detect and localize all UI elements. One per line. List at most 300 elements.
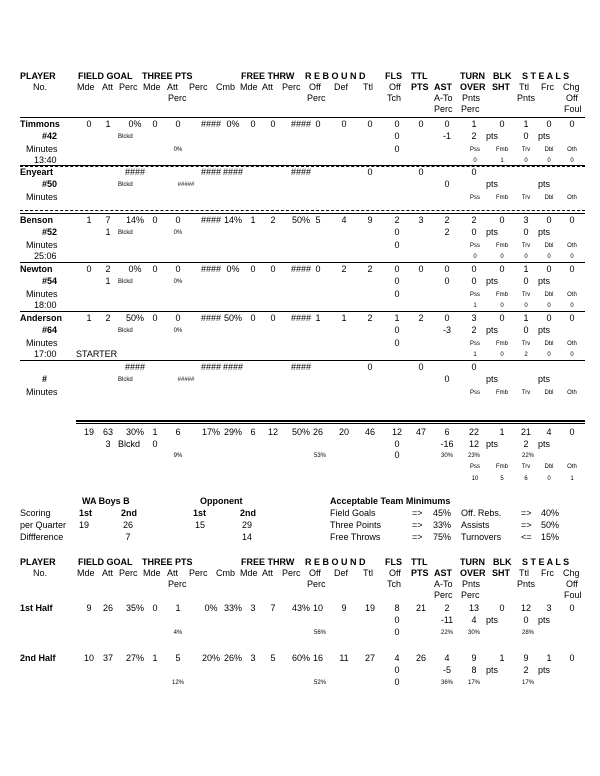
column-group-header: FREE THRW: [241, 71, 295, 81]
stat-value: 1: [546, 653, 552, 663]
stat-value: 3: [105, 439, 111, 449]
stat-value: 17%: [467, 680, 480, 686]
stat-value: 50%: [125, 313, 144, 323]
column-header: Perc: [189, 568, 208, 578]
stat-value: 9: [341, 603, 347, 613]
stat-value: 50%: [291, 215, 310, 225]
stat-value: 0: [499, 215, 505, 225]
stat-value: 2: [418, 313, 424, 323]
column-subheader: Perc: [461, 104, 480, 114]
stat-value: 0%: [173, 279, 183, 285]
stat-value: 0: [394, 289, 400, 299]
player-name: Anderson: [20, 313, 63, 323]
stat-value: 0: [444, 264, 450, 274]
stat-label: pts: [538, 325, 551, 335]
column-group-header: FIELD GOAL: [78, 71, 133, 81]
stat-value: 8: [471, 665, 477, 675]
stat-value: 0: [444, 119, 450, 129]
steal-type-label: Pss: [469, 243, 480, 249]
stat-value: 3: [250, 603, 256, 613]
column-header: Att: [167, 82, 179, 92]
steal-type-label: Dbl: [544, 147, 554, 153]
stat-value: 27: [364, 653, 375, 663]
column-header: Off: [389, 568, 401, 578]
stat-value: 0: [523, 615, 529, 625]
column-subheader: Off: [566, 93, 578, 103]
stat-value: ####: [124, 167, 146, 177]
scoring-label: per Quarter: [20, 520, 67, 530]
stat-label: pts: [486, 131, 499, 141]
stat-value: 0: [315, 119, 321, 129]
stat-value: 0: [471, 227, 477, 237]
stat-value: 2: [471, 215, 477, 225]
stat-value: 0%: [173, 230, 183, 236]
stat-value: 0: [394, 119, 400, 129]
stat-value: 2: [105, 264, 111, 274]
stat-value: 0: [394, 439, 400, 449]
minimum-label: Turnovers: [461, 532, 502, 542]
stat-value: 4: [444, 653, 450, 663]
stat-value: ####: [222, 362, 244, 372]
stat-value: 14%: [125, 215, 144, 225]
stat-value: 12: [520, 603, 531, 613]
column-header: SHT: [492, 82, 510, 92]
stat-value: 6: [175, 427, 181, 437]
stat-value: 2: [444, 227, 450, 237]
stat-value: 0: [394, 240, 400, 250]
column-subheader: Perc: [307, 93, 326, 103]
stat-value: 0: [546, 264, 552, 274]
row-top-line: [20, 117, 585, 118]
column-group-header: THREE PTS: [142, 71, 193, 81]
stat-value: 0: [152, 439, 158, 449]
stat-value: 33%: [223, 603, 242, 613]
stat-value: 0: [546, 215, 552, 225]
minimum-label: Assists: [461, 520, 490, 530]
column-group-header: S T E A L S: [522, 557, 570, 567]
column-subheader: A-To: [434, 93, 453, 103]
column-header: Frc: [541, 82, 554, 92]
half-label: 2nd Half: [20, 653, 56, 663]
stat-value: 46: [364, 427, 375, 437]
steal-type-label: Trv: [521, 195, 531, 201]
steal-type-value: 0: [570, 158, 574, 164]
column-subheader: Pnts: [517, 579, 536, 589]
stat-label: pts: [538, 615, 551, 625]
stat-label: Blckd: [118, 439, 141, 449]
stat-value: 37: [102, 653, 113, 663]
stat-value: 0: [569, 119, 575, 129]
score-difference: 14: [241, 532, 252, 542]
steal-type-label: Pss: [469, 195, 480, 201]
minimum-value: 15%: [541, 532, 560, 542]
stat-value: 30%: [440, 453, 453, 459]
column-header: Chg: [563, 82, 580, 92]
stat-value: 1: [523, 119, 529, 129]
stat-label: pts: [486, 227, 499, 237]
stat-value: 0: [152, 313, 158, 323]
opponent-score: 29: [241, 520, 252, 530]
column-subheader: Foul: [564, 590, 582, 600]
stat-value: 17%: [201, 427, 220, 437]
steal-type-label: Trv: [521, 243, 531, 249]
steal-type-value: 0: [500, 303, 504, 309]
steal-type-label: Oth: [567, 292, 577, 298]
column-group-header: TTL: [411, 71, 428, 81]
stat-label: Blckd: [118, 328, 133, 334]
stat-value: 4: [546, 427, 552, 437]
stat-label: pts: [486, 325, 499, 335]
column-subheader: Pnts: [517, 93, 536, 103]
minimum-value: 75%: [433, 532, 452, 542]
minutes-label: Minutes: [26, 144, 58, 154]
stat-value: ####: [290, 313, 312, 323]
column-header: OVER: [460, 568, 486, 578]
stat-value: 12%: [171, 680, 184, 686]
stat-value: 1: [86, 215, 92, 225]
team-title: WA Boys B: [82, 496, 130, 506]
stat-value: 0: [394, 227, 400, 237]
stat-value: 20: [338, 427, 349, 437]
stat-value: 1: [175, 603, 181, 613]
stat-value: 21: [415, 603, 426, 613]
column-group-header: BLK: [493, 557, 512, 567]
stat-label: pts: [486, 439, 499, 449]
column-header: Cmb: [216, 82, 236, 92]
column-header: Mde: [240, 82, 258, 92]
stat-value: 0: [270, 313, 276, 323]
stat-value: 7: [270, 603, 276, 613]
column-group-header: FLS: [385, 557, 402, 567]
stat-value: 9: [86, 603, 92, 613]
stat-value: 1: [523, 313, 529, 323]
player-number: #52: [42, 227, 58, 237]
stat-value: 1: [152, 427, 158, 437]
stat-value: 0: [270, 264, 276, 274]
minutes-label: Minutes: [26, 192, 58, 202]
stat-value: 3: [418, 215, 424, 225]
stat-value: 0%: [128, 119, 142, 129]
stat-value: 35%: [125, 603, 144, 613]
team-score: 19: [78, 520, 89, 530]
column-header: PTS: [411, 82, 429, 92]
stat-label: pts: [538, 665, 551, 675]
column-header: Perc: [119, 82, 138, 92]
steal-type-label: Pss: [469, 390, 480, 396]
steal-type-value: 0: [547, 303, 551, 309]
column-subheader: Pnts: [462, 93, 481, 103]
minutes-value: 13:40: [34, 155, 57, 165]
stat-value: 2: [523, 665, 529, 675]
stat-value: 26: [102, 603, 113, 613]
stat-value: 0: [175, 313, 181, 323]
stat-value: 1: [341, 313, 347, 323]
team-score: 26: [122, 520, 133, 530]
stat-value: 0: [152, 603, 158, 613]
player-name: Enyeart: [20, 167, 54, 177]
stat-value: 9: [367, 215, 373, 225]
stat-value: 0: [569, 264, 575, 274]
stat-value: 36%: [440, 680, 453, 686]
steal-type-label: Dbl: [544, 195, 554, 201]
stat-value: 22: [468, 427, 479, 437]
stat-value: 0: [394, 276, 400, 286]
steal-type-label: Trv: [521, 147, 531, 153]
minimum-operator: =>: [412, 508, 423, 518]
stat-value: 0: [418, 264, 424, 274]
stat-value: 0: [394, 338, 400, 348]
column-group-header: FLS: [385, 71, 402, 81]
half-label: 1st: [79, 508, 93, 518]
stat-value: 2: [471, 325, 477, 335]
stat-value: ####: [200, 167, 222, 177]
stat-value: 9%: [173, 453, 183, 459]
stat-value: 0: [569, 313, 575, 323]
stat-value: 0: [444, 374, 450, 384]
steal-type-value: 1: [500, 158, 504, 164]
minimum-operator: =>: [521, 520, 532, 530]
stat-value: 0: [523, 276, 529, 286]
steal-type-value: 0: [570, 352, 574, 358]
steal-type-label: Oth: [567, 243, 577, 249]
column-header: OVER: [460, 82, 486, 92]
stat-value: 8: [394, 603, 400, 613]
stat-value: 2: [471, 131, 477, 141]
minutes-value: 25:06: [34, 251, 57, 261]
stat-value: 0: [394, 627, 400, 637]
stat-value: 22%: [521, 453, 534, 459]
column-header: Perc: [119, 568, 138, 578]
stat-value: 0: [569, 427, 575, 437]
stat-label: pts: [538, 179, 551, 189]
stat-value: 0: [394, 264, 400, 274]
column-header: Perc: [282, 82, 301, 92]
minimum-operator: =>: [521, 508, 532, 518]
stat-value: 12: [468, 439, 479, 449]
steal-type-value: 0: [524, 254, 528, 260]
stat-value: 0: [341, 119, 347, 129]
stat-value: 1: [105, 227, 111, 237]
steal-type-value: 1: [473, 352, 477, 358]
stat-value: 1: [471, 119, 477, 129]
stat-value: 5: [270, 653, 276, 663]
column-subheader: Tch: [387, 93, 402, 103]
column-group-header: S T E A L S: [522, 71, 570, 81]
stat-value: 1: [152, 653, 158, 663]
stat-value: 2: [367, 313, 373, 323]
steal-type-label: Oth: [567, 195, 577, 201]
steal-type-label: Dbl: [544, 390, 554, 396]
stat-value: 29%: [223, 427, 242, 437]
column-header: SHT: [492, 568, 510, 578]
column-header: Att: [102, 82, 114, 92]
column-subheader: Perc: [434, 104, 453, 114]
stat-value: -11: [440, 615, 454, 625]
stat-value: 16: [312, 653, 323, 663]
stat-value: 0: [367, 119, 373, 129]
stat-value: ####: [200, 215, 222, 225]
stat-value: 4: [394, 653, 400, 663]
column-subheader: Perc: [307, 579, 326, 589]
steal-type-label: Trv: [521, 341, 531, 347]
stat-value: ####: [290, 264, 312, 274]
stat-value: 0: [394, 615, 400, 625]
steal-type-label: Trv: [521, 292, 531, 298]
stat-value: 0: [394, 144, 400, 154]
stat-value: 0: [152, 119, 158, 129]
column-header: Ttl: [519, 568, 529, 578]
column-header: Def: [334, 82, 349, 92]
steal-type-label: Dbl: [544, 292, 554, 298]
stat-value: 0: [175, 264, 181, 274]
stat-value: -16: [440, 439, 454, 449]
steal-type-value: 0: [570, 254, 574, 260]
steal-type-value: 1: [570, 476, 574, 482]
stat-value: 3: [250, 653, 256, 663]
stat-value: 21: [520, 427, 531, 437]
player-name: Timmons: [20, 119, 60, 129]
column-header: Mde: [143, 568, 161, 578]
stat-value: 17%: [521, 680, 534, 686]
stat-value: 2: [444, 215, 450, 225]
player-number: #: [42, 374, 48, 384]
steal-type-label: Dbl: [544, 341, 554, 347]
column-header: Off: [389, 82, 401, 92]
stat-value: 4: [341, 215, 347, 225]
stat-value: 0: [471, 362, 477, 372]
minutes-label: Minutes: [26, 240, 58, 250]
stat-label: pts: [486, 615, 499, 625]
minimum-operator: <=: [521, 532, 532, 542]
stat-value: 4%: [173, 630, 183, 636]
stat-value: 0%: [173, 147, 183, 153]
column-header: Off: [309, 568, 321, 578]
stat-value: 0: [471, 264, 477, 274]
player-name: Newton: [20, 264, 53, 274]
minimum-value: 40%: [541, 508, 560, 518]
steal-type-value: 1: [473, 303, 477, 309]
minimum-label: Three Points: [330, 520, 382, 530]
stat-value: 11: [339, 653, 349, 663]
stat-value: 0: [499, 313, 505, 323]
steal-type-value: 0: [570, 303, 574, 309]
minimums-title: Acceptable Team Minimums: [330, 496, 451, 506]
stat-value: 2: [523, 439, 529, 449]
stat-value: 0%: [226, 264, 240, 274]
row-top-line: [20, 262, 585, 263]
minimum-operator: =>: [412, 520, 423, 530]
stat-value: #####: [177, 377, 195, 383]
stat-value: 0: [152, 264, 158, 274]
steal-type-label: Fmb: [496, 390, 508, 396]
totals-line: [76, 420, 585, 422]
half-label: 1st Half: [20, 603, 53, 613]
stat-value: 10: [83, 653, 94, 663]
stat-value: ####: [290, 167, 312, 177]
minutes-value: 18:00: [34, 300, 57, 310]
column-group-header: TURN: [460, 557, 485, 567]
stat-label: Blckd: [118, 377, 133, 383]
stat-value: 5: [315, 215, 321, 225]
scoring-label: Diffference: [20, 532, 64, 542]
stat-value: 2: [105, 313, 111, 323]
minimum-value: 33%: [433, 520, 452, 530]
column-header: Cmb: [216, 568, 236, 578]
column-header: Att: [262, 568, 274, 578]
stat-value: 1: [499, 653, 505, 663]
steal-type-value: 0: [500, 254, 504, 260]
steal-type-label: Fmb: [496, 292, 508, 298]
stat-value: 47: [415, 427, 426, 437]
column-header: Att: [262, 82, 274, 92]
steal-type-value: 0: [524, 158, 528, 164]
stat-value: 0: [418, 362, 424, 372]
stat-label: pts: [486, 276, 499, 286]
column-group-header: FREE THRW: [241, 557, 295, 567]
column-header: PTS: [411, 568, 429, 578]
stat-value: 0: [250, 264, 256, 274]
totals-line: [76, 423, 585, 424]
column-group-header: FIELD GOAL: [78, 557, 133, 567]
stat-value: 19: [83, 427, 94, 437]
stat-value: 0: [499, 264, 505, 274]
stat-value: 1: [523, 264, 529, 274]
column-subheader: A-To: [434, 579, 453, 589]
steal-type-value: 0: [524, 303, 528, 309]
stat-label: pts: [486, 179, 499, 189]
steal-type-value: 0: [547, 352, 551, 358]
stat-value: ####: [200, 362, 222, 372]
steal-type-label: Pss: [469, 147, 480, 153]
stat-value: 0: [394, 677, 400, 687]
minutes-label: Minutes: [26, 289, 58, 299]
column-header: Att: [167, 568, 179, 578]
stat-value: 2: [367, 264, 373, 274]
stat-value: 1: [86, 313, 92, 323]
stat-value: 9: [523, 653, 529, 663]
stat-value: 0: [523, 325, 529, 335]
column-subheader: Perc: [168, 93, 187, 103]
stat-value: 2: [394, 215, 400, 225]
stat-value: 13: [468, 603, 479, 613]
column-header: No.: [33, 82, 48, 92]
column-group-header: THREE PTS: [142, 557, 193, 567]
steal-type-label: Pss: [469, 464, 480, 470]
stat-value: -5: [442, 665, 451, 675]
column-header: Perc: [282, 568, 301, 578]
stat-value: #####: [177, 182, 195, 188]
stat-label: pts: [538, 276, 551, 286]
stat-value: 9: [471, 653, 477, 663]
stat-label: Blckd: [118, 230, 133, 236]
stat-value: 1: [315, 313, 321, 323]
stat-value: 1: [499, 427, 505, 437]
stat-value: 26: [415, 653, 426, 663]
steal-type-label: Oth: [567, 341, 577, 347]
stat-value: 53%: [313, 453, 326, 459]
stat-value: 6: [250, 427, 256, 437]
row-top-line: [20, 360, 585, 361]
column-group-header: TURN: [460, 71, 485, 81]
steal-type-label: Fmb: [496, 464, 508, 470]
stat-value: ####: [124, 362, 146, 372]
steal-type-label: Fmb: [496, 341, 508, 347]
stat-value: 26: [312, 427, 323, 437]
stat-value: 7: [105, 215, 111, 225]
stat-value: 2: [444, 603, 450, 613]
stat-value: 2: [270, 215, 276, 225]
stat-value: 0: [175, 215, 181, 225]
